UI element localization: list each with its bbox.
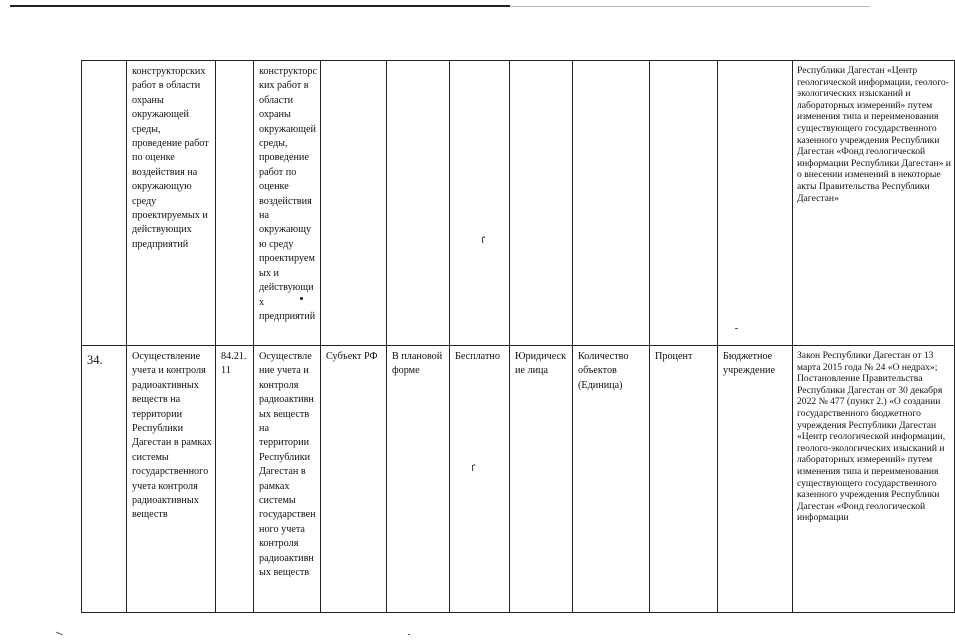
legal-basis-cell [793,346,955,613]
recipients-cell [510,61,573,346]
table-row [82,61,955,346]
subject-cell [321,61,387,346]
unit-cell [650,346,718,613]
form-cell [387,346,450,613]
scan-speck: ٵ [480,236,486,246]
form-cell [387,61,450,346]
row-number-cell [82,346,127,613]
service-name-cell [127,61,216,346]
scan-speck [300,297,303,300]
scan-speck [735,328,738,329]
scan-speck [408,634,410,635]
service-name: конструкторских работ в области охраны окружающей среды, проведение работ по оценке воздействия на окружающую среду проектируемых и действующих предприятий [132,66,209,250]
recipients-cell [510,346,573,613]
scan-speck: ٵ [470,464,476,474]
legal-basis-cell [793,61,955,346]
top-rule [10,5,510,7]
subject: Субъект РФ [326,351,378,362]
okved-code-cell [216,61,254,346]
services-register-table [81,60,955,613]
okved-code-cell [216,346,254,613]
okved-code: 84.21.11 [221,351,247,377]
unit-cell [650,61,718,346]
legal-basis: Республики Дагестан «Центр геологической информации, геолого-экологических изысканий и лабораторных измерений» путем изменения типа и переименования существующего государственного казенного учреждения Республики Дагестан «Фонд геологической информации Республики Дагестан» и о внесении изменений в некоторые акты Правительства Республики Дагестан» [797,65,951,204]
payment-cell [450,346,510,613]
service-content-cell [254,61,321,346]
quality-unit: Процент [655,351,693,362]
institution-type-cell [718,61,793,346]
payment-cell [450,61,510,346]
indicator-cell [573,346,650,613]
service-name: Осуществление учета и контроля радиоактивных веществ на территории Республики Дагестан в рамках системы государственного учета контроля радиоактивных веществ [132,351,212,521]
recipients: Юридические лица [515,351,567,377]
provision-form: В плановой форме [392,351,443,377]
volume-indicator: Количество объектов (Единица) [578,351,629,391]
table-row [82,346,955,613]
legal-basis: Закон Республики Дагестан от 13 марта 2015 года № 24 «О недрах»; Постановление Правительства Республики Дагестан от 30 декабря 2022 № 477 (пункт 2.) «О создании государственного бюджетного учреждения Республики Дагестан «Центр геологической информации, геолого-экологических изысканий и лабораторных измерений» путем изменения типа и переименования существующего государственного казенного учреждения Республики Дагестан «Фонд геологической информации [797,350,946,524]
row-number: 34. [87,353,103,367]
subject-cell [321,346,387,613]
top-rule-faint [510,6,870,7]
row-number-cell [82,61,127,346]
service-name-cell [127,346,216,613]
payment-type: Бесплатно [455,351,500,362]
service-content-cell [254,346,321,613]
scan-speck [56,632,63,636]
service-content: конструкторских работ в области охраны окружающей среды, проведение работ по оценке воздействия на окружающую среду проектируемых и действующих предприятий [259,66,317,322]
institution-type-cell [718,346,793,613]
service-content: Осуществление учета и контроля радиоактивных веществ на территории Республики Дагестан в рамках системы государственного учета контроля радиоактивных веществ [259,351,316,579]
institution-type: Бюджетное учреждение [723,351,776,377]
indicator-cell [573,61,650,346]
